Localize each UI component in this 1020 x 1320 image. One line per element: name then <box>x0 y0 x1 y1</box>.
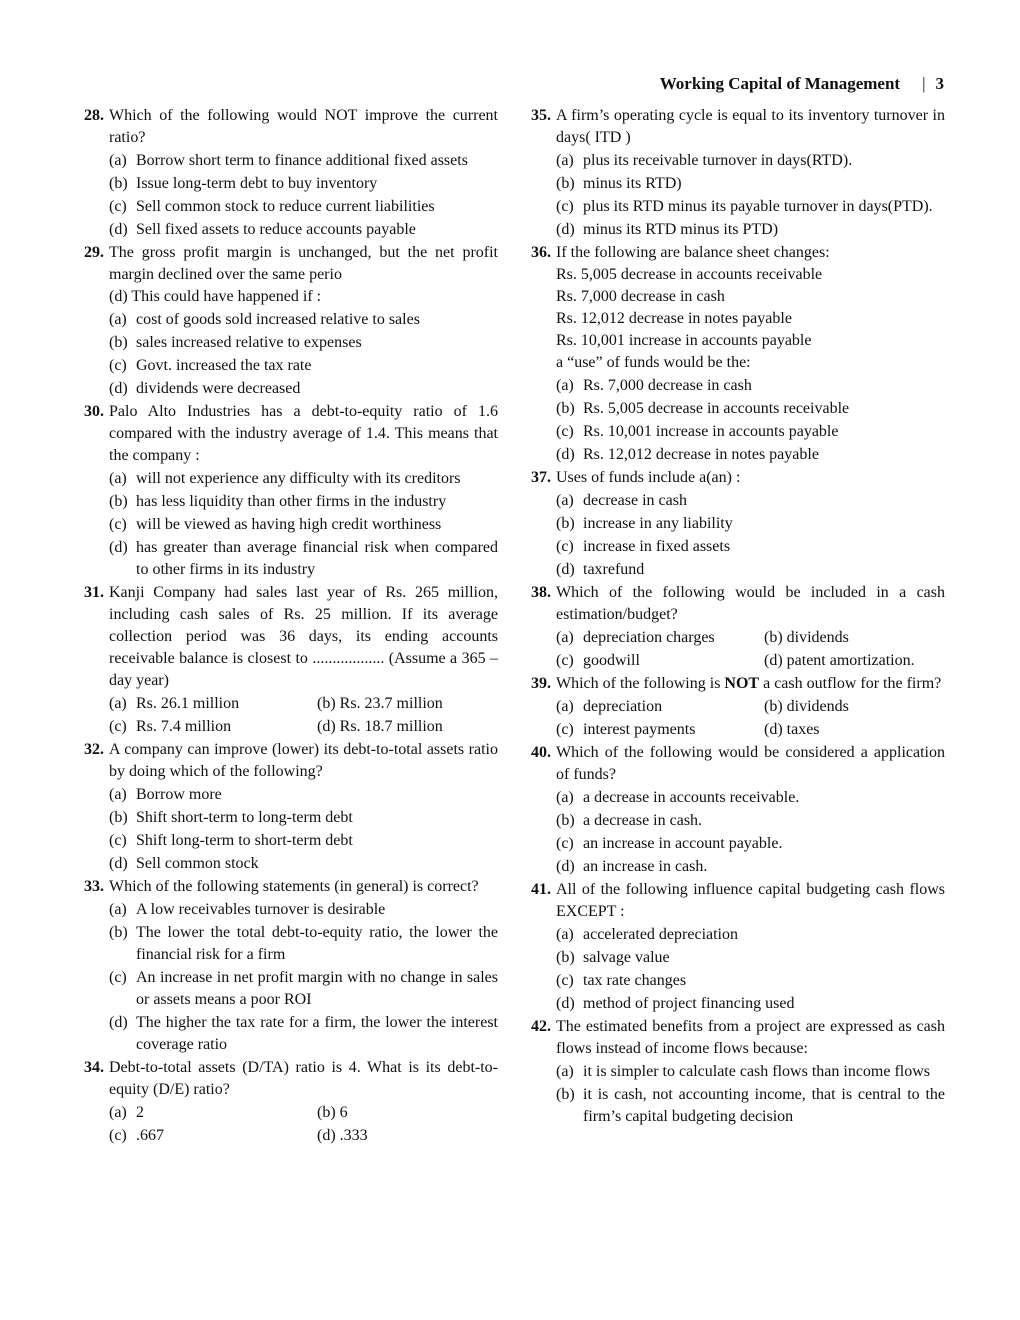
option-d: (d) .333 <box>317 1127 368 1144</box>
option-b: (b) sales increased relative to expenses <box>109 334 362 351</box>
option-c: (c) interest payments <box>556 721 696 738</box>
question-text: Kanji Company had sales last year of Rs. 265 million, including cash sales of Rs. 25 million. If its average collection period was 36 days, its ending accounts receivable balance is closest to .................. (Assume a 365 – day year) <box>109 584 498 689</box>
option-b: (b) Rs. 23.7 million <box>317 695 443 712</box>
option-c: (c) Shift long-term to short-term debt <box>109 832 353 849</box>
question-text: Debt-to-total assets (D/TA) ratio is 4. What is its debt-to-equity (D/E) ratio? <box>109 1059 498 1098</box>
question-number: 30. <box>84 403 104 420</box>
option-b: (b) increase in any liability <box>556 515 733 532</box>
option-d: (d) The higher the tax rate for a firm, the lower the interest coverage ratio <box>109 1014 498 1053</box>
question-text: All of the following influence capital budgeting cash flows EXCEPT : <box>556 881 945 920</box>
page-number: 3 <box>935 74 944 93</box>
question-32 <box>72 739 498 875</box>
option-row <box>109 693 498 715</box>
question-text: Which of the following statements (in general) is correct? <box>109 878 479 895</box>
option-c: (c) Rs. 10,001 increase in accounts payable <box>556 423 839 440</box>
question-41 <box>519 879 945 1015</box>
option-b: (b) dividends <box>764 629 849 646</box>
option-b: (b) The lower the total debt-to-equity ratio, the lower the financial risk for a firm <box>109 924 498 963</box>
question-40 <box>519 742 945 878</box>
option-row <box>109 716 498 738</box>
option-a: (a) Borrow more <box>109 786 222 803</box>
option-c: (c) goodwill <box>556 652 640 669</box>
question-text: If the following are balance sheet changes: <box>556 244 830 261</box>
option-b: (b) 6 <box>317 1104 348 1121</box>
option-d: (d) an increase in cash. <box>556 858 708 875</box>
option-c: (c) Sell common stock to reduce current liabilities <box>109 198 435 215</box>
option-a: (a) decrease in cash <box>556 492 687 509</box>
question-text: Uses of funds include a(an) : <box>556 469 741 486</box>
option-row <box>109 1102 498 1124</box>
question-number: 28. <box>84 107 104 124</box>
question-number: 34. <box>84 1059 104 1076</box>
question-number: 33. <box>84 878 104 895</box>
option-c: (c) Govt. increased the tax rate <box>109 357 312 374</box>
question-30 <box>72 401 498 581</box>
option-row <box>556 719 945 741</box>
question-number: 32. <box>84 741 104 758</box>
option-b: (b) salvage value <box>556 949 670 966</box>
option-b: (b) dividends <box>764 698 849 715</box>
question-number: 38. <box>531 584 551 601</box>
question-38 <box>519 582 945 672</box>
question-text: The gross profit margin is unchanged, but the net profit margin declined over the same perio <box>109 244 498 283</box>
question-number: 42. <box>531 1018 551 1035</box>
option-b: (b) Rs. 5,005 decrease in accounts receivable <box>556 400 850 417</box>
option-row <box>556 696 945 718</box>
question-36 <box>519 242 945 466</box>
question-37 <box>519 467 945 581</box>
option-row <box>109 1125 498 1147</box>
option-a: (a) depreciation charges <box>556 629 715 646</box>
option-a: (a) will not experience any difficulty with its creditors <box>109 470 461 487</box>
question-number: 35. <box>531 107 551 124</box>
option-d: (d) taxes <box>764 721 820 738</box>
question-34 <box>72 1057 498 1147</box>
option-a: (a) plus its receivable turnover in days(RTD). <box>556 152 853 169</box>
left-column <box>72 105 498 1148</box>
question-number: 37. <box>531 469 551 486</box>
question-39 <box>519 673 945 741</box>
balance-change-line: Rs. 5,005 decrease in accounts receivable <box>556 266 823 283</box>
option-c: (c) plus its RTD minus its payable turnover in days(PTD). <box>556 198 933 215</box>
option-a: (a) Borrow short term to finance additional fixed assets <box>109 152 468 169</box>
question-text: A firm’s operating cycle is equal to its inventory turnover in days( ITD ) <box>556 107 945 146</box>
question-number: 31. <box>84 584 104 601</box>
option-row <box>556 627 945 649</box>
option-b: (b) minus its RTD) <box>556 175 682 192</box>
question-31 <box>72 582 498 738</box>
option-d: (d) dividends were decreased <box>109 380 301 397</box>
option-a: (a) cost of goods sold increased relative to sales <box>109 311 420 328</box>
question-number: 40. <box>531 744 551 761</box>
option-c: (c) Rs. 7.4 million <box>109 718 232 735</box>
question-text: Which of the following would be included in a cash estimation/budget? <box>556 584 945 623</box>
option-b: (b) a decrease in cash. <box>556 812 703 829</box>
question-number: 29. <box>84 244 104 261</box>
question-text: Which of the following would NOT improve the current ratio? <box>109 107 498 146</box>
option-d: (d) Rs. 12,012 decrease in notes payable <box>556 446 819 463</box>
option-d: (d) Sell common stock <box>109 855 259 872</box>
option-a: (a) a decrease in accounts receivable. <box>556 789 800 806</box>
option-a: (a) depreciation <box>556 698 663 715</box>
option-b: (b) Issue long-term debt to buy inventory <box>109 175 378 192</box>
option-c: (c) .667 <box>109 1127 164 1144</box>
page-header <box>660 74 944 94</box>
question-number: 39. <box>531 675 551 692</box>
header-separator: | <box>922 74 926 93</box>
balance-change-line: Rs. 10,001 increase in accounts payable <box>556 332 812 349</box>
option-d: (d) patent amortization. <box>764 652 915 669</box>
option-d: (d) Rs. 18.7 million <box>317 718 443 735</box>
option-d: (d) taxrefund <box>556 561 645 578</box>
option-d: (d) minus its RTD minus its PTD) <box>556 221 779 238</box>
balance-change-line: Rs. 12,012 decrease in notes payable <box>556 310 792 327</box>
option-a: (a) accelerated depreciation <box>556 926 738 943</box>
option-row <box>556 650 945 672</box>
option-c: (c) an increase in account payable. <box>556 835 783 852</box>
question-text: The estimated benefits from a project are expressed as cash flows instead of income flows because: <box>556 1018 945 1057</box>
option-c: (c) An increase in net profit margin with no change in sales or assets means a poor ROI <box>109 969 498 1008</box>
option-d: (d) method of project financing used <box>556 995 795 1012</box>
option-d: (d) has greater than average financial risk when compared to other firms in its industry <box>109 539 498 578</box>
option-c: (c) tax rate changes <box>556 972 687 989</box>
balance-change-line: Rs. 7,000 decrease in cash <box>556 288 725 305</box>
question-number: 36. <box>531 244 551 261</box>
question-text: A company can improve (lower) its debt-to-total assets ratio by doing which of the following? <box>109 741 498 780</box>
question-29 <box>72 242 498 400</box>
option-b: (b) has less liquidity than other firms in the industry <box>109 493 447 510</box>
option-b: (b) it is cash, not accounting income, that is central to the firm’s capital budgeting decision <box>556 1086 945 1125</box>
option-d: (d) Sell fixed assets to reduce accounts payable <box>109 221 416 238</box>
option-a: (a) Rs. 7,000 decrease in cash <box>556 377 752 394</box>
question-42 <box>519 1016 945 1128</box>
option-c: (c) will be viewed as having high credit worthiness <box>109 516 442 533</box>
header-title: Working Capital of Management <box>659 74 901 93</box>
option-a: (a) Rs. 26.1 million <box>109 695 240 712</box>
option-c: (c) increase in fixed assets <box>556 538 731 555</box>
option-b: (b) Shift short-term to long-term debt <box>109 809 353 826</box>
question-prompt: a “use” of funds would be the: <box>556 354 751 371</box>
question-text: Palo Alto Industries has a debt-to-equity ratio of 1.6 compared with the industry average of 1.4. This means that the company : <box>109 403 498 464</box>
question-text: Which of the following would be considered a application of funds? <box>556 744 945 783</box>
question-text: Which of the following is NOT a cash outflow for the firm? <box>556 675 942 692</box>
question-33 <box>72 876 498 1056</box>
question-35 <box>519 105 945 241</box>
question-number: 41. <box>531 881 551 898</box>
right-column <box>519 105 945 1129</box>
option-a: (a) it is simpler to calculate cash flows than income flows <box>556 1063 931 1080</box>
question-28 <box>72 105 498 241</box>
question-text-line2: (d) This could have happened if : <box>109 288 322 305</box>
option-a: (a) A low receivables turnover is desirable <box>109 901 386 918</box>
option-a: (a) 2 <box>109 1104 144 1121</box>
